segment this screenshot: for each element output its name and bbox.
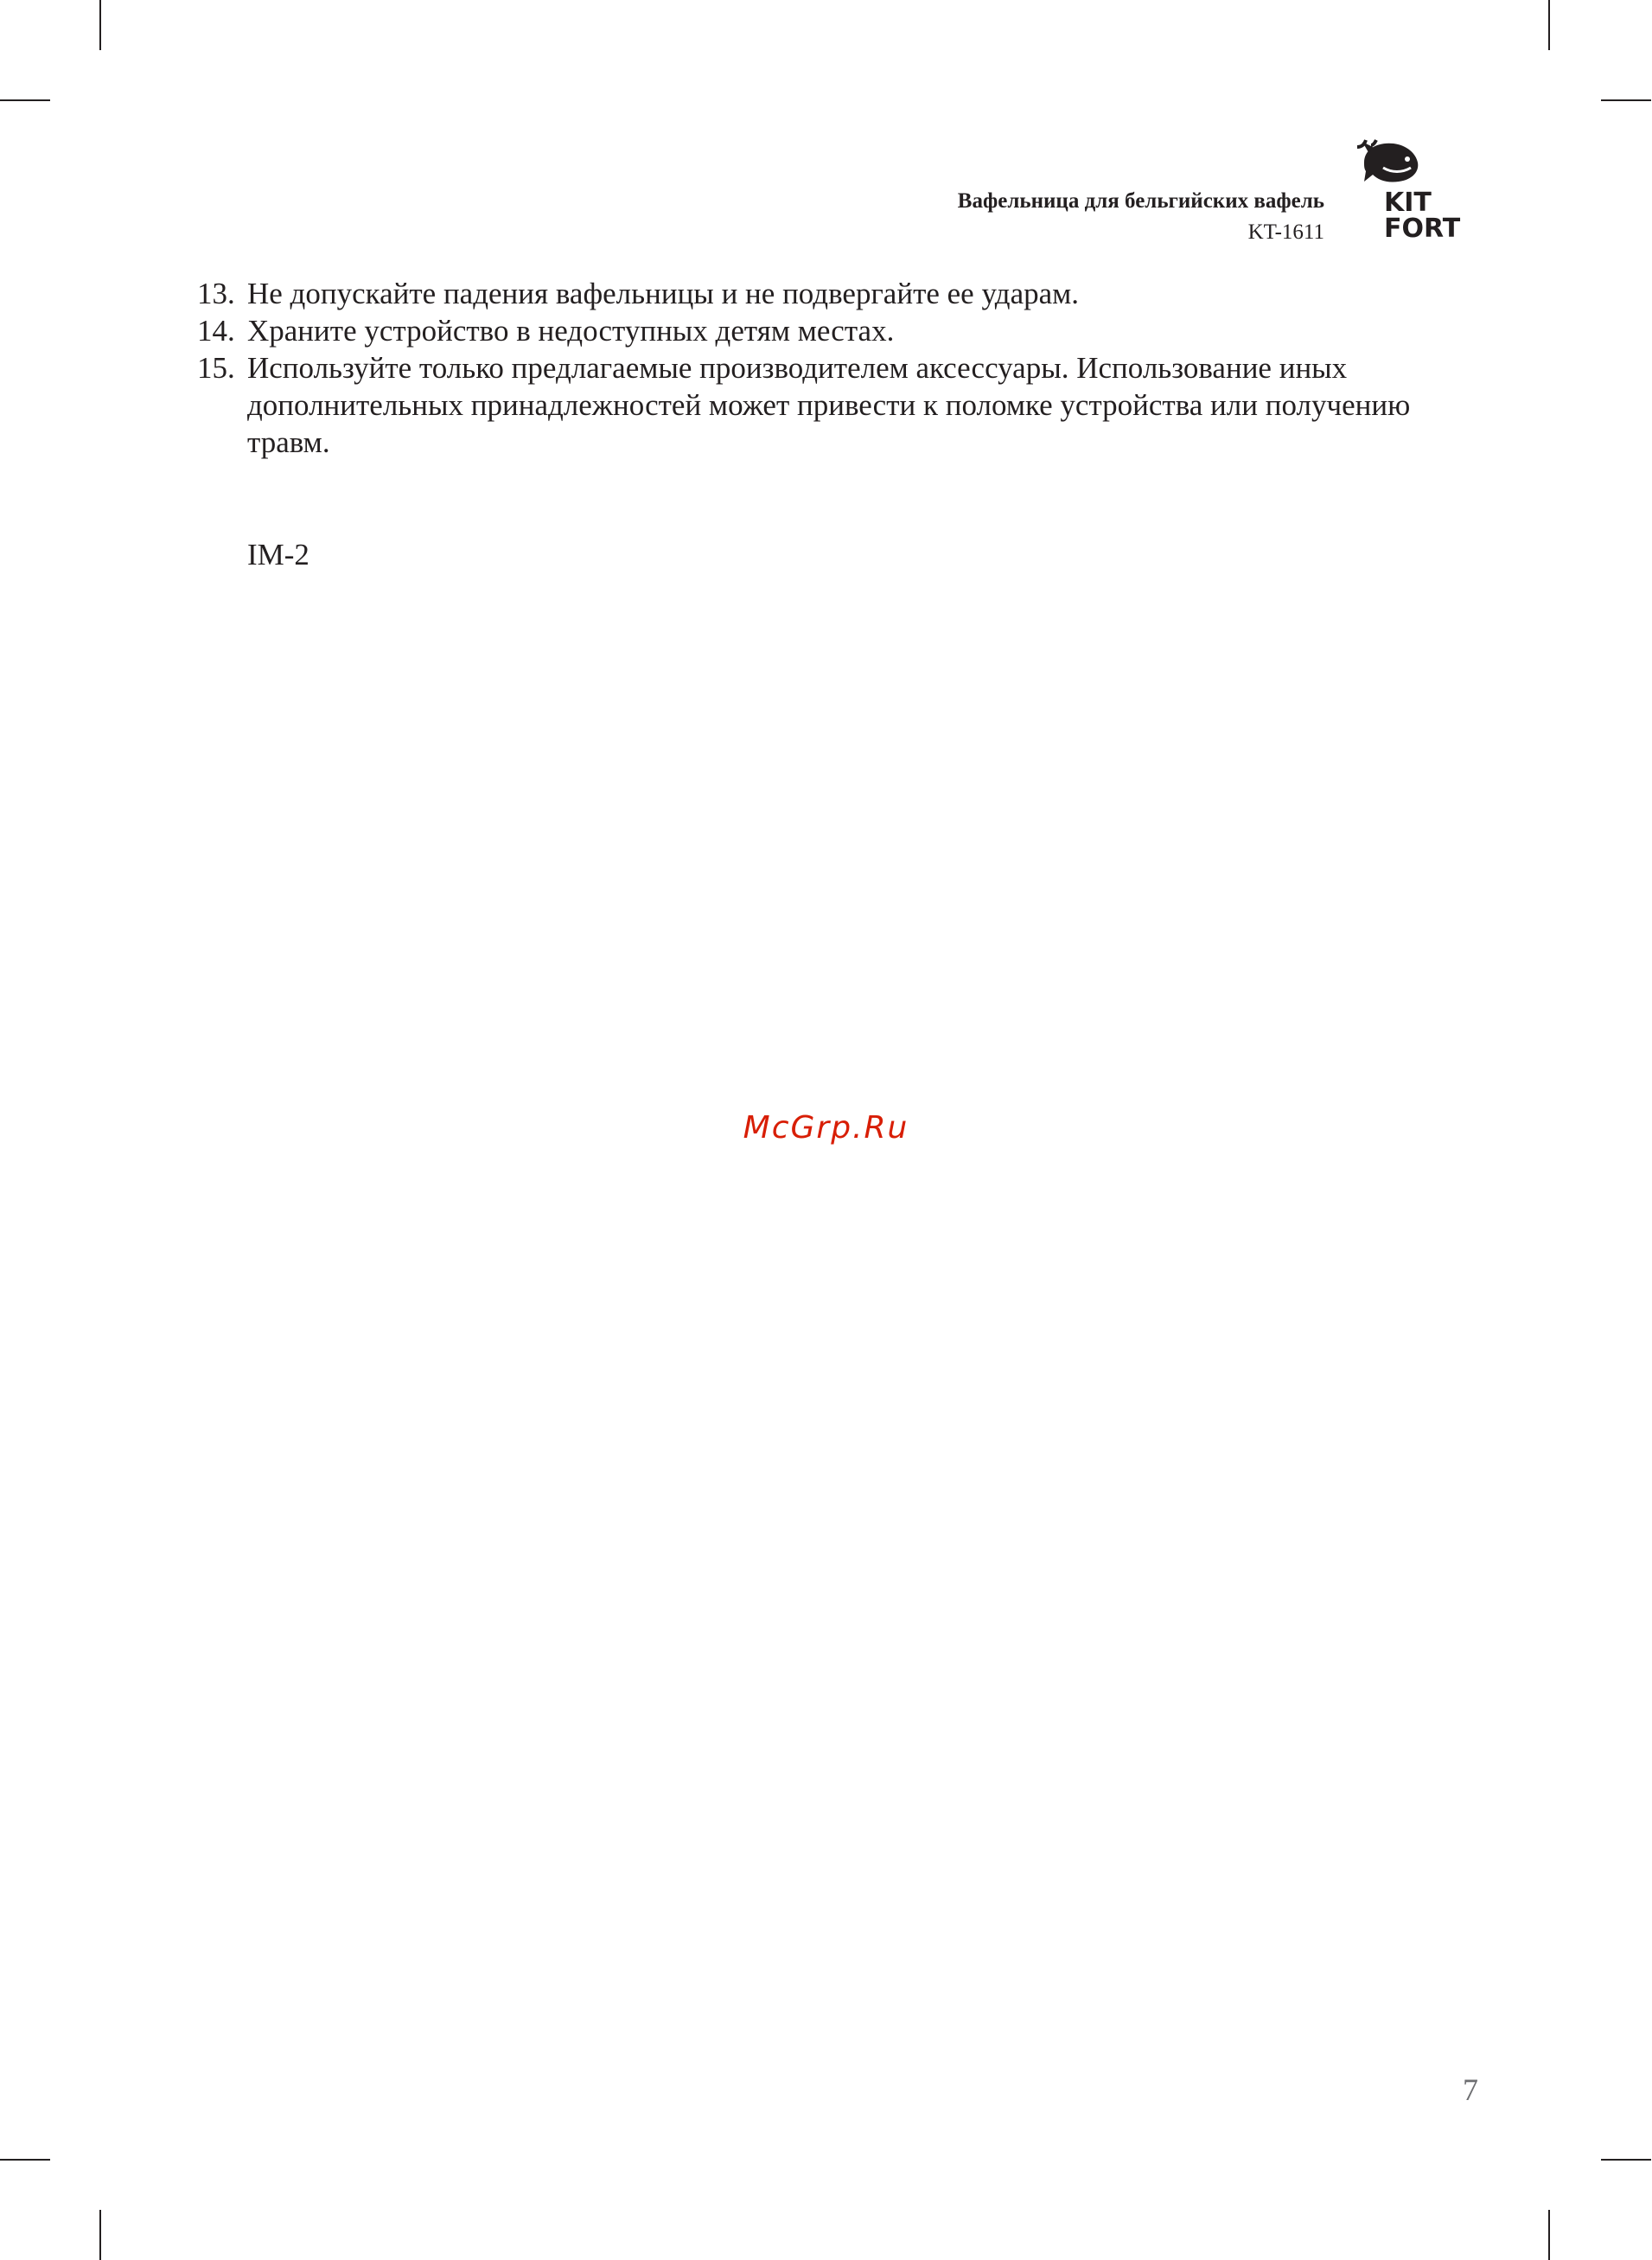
logo-word-kit: KIT xyxy=(1384,188,1432,218)
list-item-text: Не допускайте падения вафельницы и не подвергайте ее ударам. xyxy=(247,277,1080,310)
crop-mark-top-left-v xyxy=(99,0,101,50)
list-item-number: 15. xyxy=(197,351,235,385)
brand-logo xyxy=(1357,137,1470,244)
list-item-text: Храните устройство в недоступных детям местах. xyxy=(247,314,895,348)
page-number: 7 xyxy=(1463,2072,1478,2107)
crop-mark-top-right-h xyxy=(1601,99,1651,101)
list-item xyxy=(197,275,1468,312)
crop-mark-bottom-left-h xyxy=(0,2159,50,2161)
product-model: KT-1611 xyxy=(1247,220,1324,244)
list-item xyxy=(197,349,1468,461)
list-item-number: 14. xyxy=(197,314,235,348)
crop-mark-bottom-right-v xyxy=(1548,2210,1550,2260)
list-item xyxy=(197,312,1468,349)
safety-instructions-list xyxy=(197,275,1468,461)
crop-mark-top-right-v xyxy=(1548,0,1550,50)
running-header xyxy=(958,186,1324,248)
crop-mark-bottom-right-h xyxy=(1601,2159,1651,2161)
list-item-number: 13. xyxy=(197,277,235,310)
list-item-text: Используйте только предлагаемые производителем аксессуары. Использование иных дополнительных принадлежностей может привести к поломке устройства или получению травм. xyxy=(247,351,1411,459)
document-code: IM-2 xyxy=(247,538,309,571)
logo-word-fort: FORT xyxy=(1384,214,1461,244)
whale-icon xyxy=(1357,137,1426,190)
product-title: Вафельница для бельгийских вафель xyxy=(957,189,1324,213)
watermark-link[interactable]: McGrp.Ru xyxy=(743,1110,909,1146)
crop-mark-top-left-h xyxy=(0,99,50,101)
crop-mark-bottom-left-v xyxy=(99,2210,101,2260)
